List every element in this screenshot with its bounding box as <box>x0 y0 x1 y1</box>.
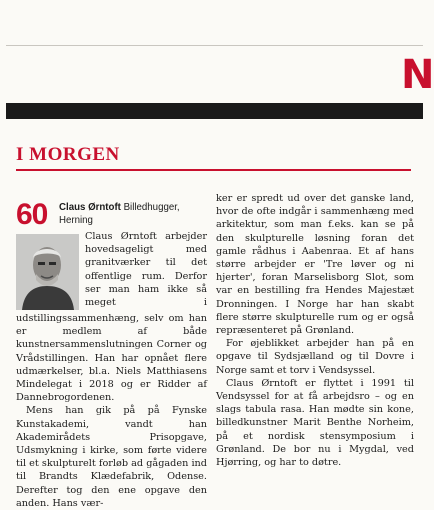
article-column-1 <box>16 200 207 510</box>
person-profession: Billedhugger, Herning <box>59 202 180 226</box>
birthday-headline <box>16 200 207 230</box>
person-name: Claus Ørntoft <box>59 202 121 213</box>
section-divider <box>16 169 411 171</box>
birthday-section <box>6 143 411 167</box>
section-title: I MORGEN <box>16 144 120 165</box>
paragraph: Mens han gik på på Fynske Kunstakademi, vandt han Akademirådets Prisopgave, Udsmykning i kirke, som førte videre til et skulpturelt forløb ad gågaden ind til Brandts Klædefabrik, Odense. Derefter tog den ene opgave den anden. Hans vær- <box>16 405 207 509</box>
paragraph: ker er spredt ud over det ganske land, hvor de ofte indgår i sammenhæng med arkitektur, som man f.eks. kan se på den skulpturelle løsning foran det gamle rådhus i Aabenraa. Et af hans større arbejder er 'Tre løver og ni hjerter', foran Marselisborg Slot, som var en bestilling fra Hendes Majestæt Dronningen. I Norge har han skabt flere større skulpturelle rum og er også repræsenteret på Grønland. <box>216 193 414 337</box>
name-line <box>59 202 207 227</box>
paragraph: Claus Ørntoft arbejder hovedsageligt med granitværker til det offentlige rum. Derfor ser man ham ikke så meget i udstillingssammenhæng, selv om han er medlem af både kunstnersammenslutningen Corner og Vrådstillingen. Han har opnået flere udmærkelser, bl.a. Niels Matthiasens Mindelegat i 2018 og er Ridder af Dannebrogordenen. <box>16 231 207 404</box>
top-divider <box>6 45 423 46</box>
paragraph: Claus Ørntoft er flyttet i 1991 til Vendsyssel for at få arbejdsro – og en slags tabula rasa. Han mødte sin kone, billedkunstner Marit Benthe Norheim, på et nordisk stensymposium i Grønland. De bor nu i Mygdal, ved Hjørring, og har to døtre. <box>216 377 414 469</box>
article-column-2 <box>216 192 414 469</box>
masthead-fragment: N <box>401 52 434 98</box>
portrait-silhouette-icon <box>16 234 79 310</box>
age-number: 60 <box>16 198 48 231</box>
paragraph: For øjeblikket arbejder han på en opgave til Sydsjælland og til Dovre i Norge samt et torv i Vendsyssel. <box>216 338 414 376</box>
page-header-bar <box>6 103 423 119</box>
portrait-photo <box>16 234 79 310</box>
